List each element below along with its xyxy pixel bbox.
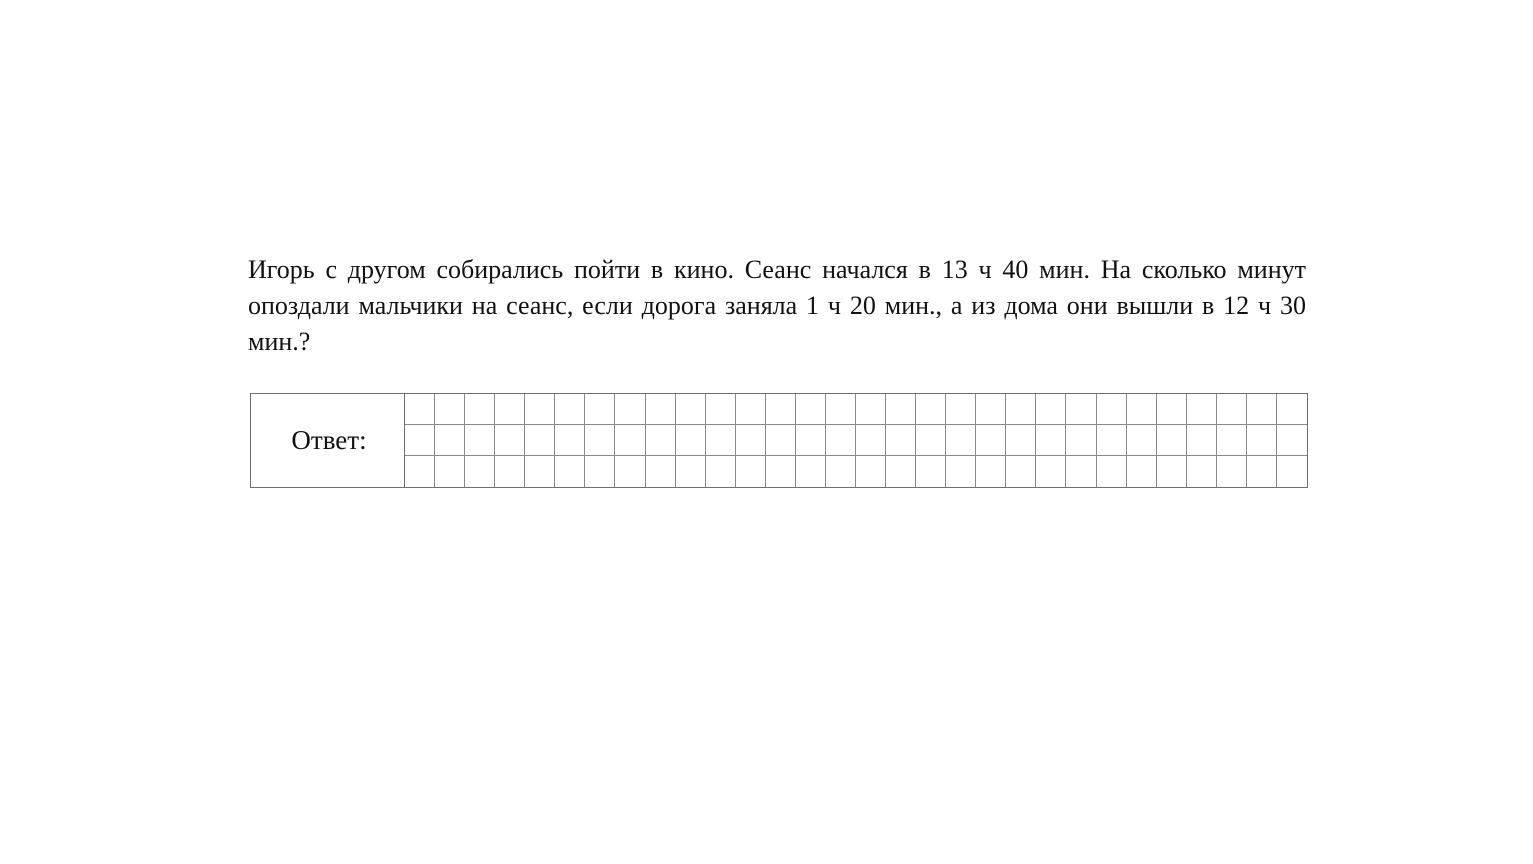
answer-grid-cell[interactable] — [525, 456, 555, 487]
answer-grid-cell[interactable] — [1066, 456, 1096, 487]
answer-grid-cell[interactable] — [916, 425, 946, 456]
answer-grid-cell[interactable] — [766, 456, 796, 487]
answer-grid-cell[interactable] — [1247, 394, 1277, 425]
answer-grid-cell[interactable] — [886, 456, 916, 487]
answer-label-cell — [251, 394, 405, 487]
answer-grid-cell[interactable] — [405, 456, 435, 487]
answer-grid-cell[interactable] — [676, 425, 706, 456]
answer-grid-cell[interactable] — [706, 425, 736, 456]
answer-grid-cell[interactable] — [465, 394, 495, 425]
answer-grid-cell[interactable] — [1217, 394, 1247, 425]
answer-grid-cell[interactable] — [886, 394, 916, 425]
answer-grid-cell[interactable] — [796, 425, 826, 456]
answer-grid-cell[interactable] — [1217, 456, 1247, 487]
answer-grid-cell[interactable] — [826, 394, 856, 425]
answer-label: Ответ: — [291, 425, 367, 455]
answer-grid-cell[interactable] — [525, 425, 555, 456]
answer-grid-cell[interactable] — [1277, 394, 1307, 425]
answer-grid-cell[interactable] — [1187, 425, 1217, 456]
answer-grid-cell[interactable] — [976, 456, 1006, 487]
answer-grid-cell[interactable] — [646, 425, 676, 456]
answer-grid-cell[interactable] — [646, 394, 676, 425]
answer-grid-cell[interactable] — [766, 425, 796, 456]
answer-grid-cell[interactable] — [1157, 425, 1187, 456]
answer-grid-cell[interactable] — [826, 425, 856, 456]
answer-grid-cell[interactable] — [916, 394, 946, 425]
answer-grid-cell[interactable] — [946, 394, 976, 425]
answer-grid-cell[interactable] — [766, 394, 796, 425]
answer-grid-cell[interactable] — [1036, 456, 1066, 487]
answer-grid-cell[interactable] — [495, 456, 525, 487]
answer-grid-cell[interactable] — [676, 394, 706, 425]
answer-grid-cell[interactable] — [1247, 425, 1277, 456]
answer-grid-cell[interactable] — [555, 425, 585, 456]
answer-grid-cell[interactable] — [1097, 456, 1127, 487]
answer-grid-cell[interactable] — [1097, 394, 1127, 425]
answer-grid-cell[interactable] — [826, 456, 856, 487]
answer-grid-cell[interactable] — [706, 394, 736, 425]
answer-grid-cell[interactable] — [435, 394, 465, 425]
answer-grid-cell[interactable] — [946, 456, 976, 487]
answer-grid-cell[interactable] — [1097, 425, 1127, 456]
answer-grid-cell[interactable] — [1066, 425, 1096, 456]
answer-grid-cell[interactable] — [435, 425, 465, 456]
answer-grid-cell[interactable] — [976, 394, 1006, 425]
answer-grid-cell[interactable] — [465, 425, 495, 456]
answer-grid-cell[interactable] — [856, 456, 886, 487]
answer-grid-cell[interactable] — [736, 425, 766, 456]
answer-grid-cell[interactable] — [615, 456, 645, 487]
answer-grid-cell[interactable] — [736, 456, 766, 487]
answer-grid-cell[interactable] — [1127, 425, 1157, 456]
answer-grid[interactable] — [405, 394, 1307, 487]
answer-grid-cell[interactable] — [796, 456, 826, 487]
answer-grid-cell[interactable] — [886, 425, 916, 456]
answer-grid-cell[interactable] — [1066, 394, 1096, 425]
answer-grid-cell[interactable] — [495, 425, 525, 456]
answer-grid-cell[interactable] — [1217, 425, 1247, 456]
answer-grid-cell[interactable] — [555, 456, 585, 487]
answer-grid-cell[interactable] — [1277, 425, 1307, 456]
answer-grid-cell[interactable] — [1036, 425, 1066, 456]
answer-grid-cell[interactable] — [435, 456, 465, 487]
answer-grid-cell[interactable] — [796, 394, 826, 425]
answer-grid-cell[interactable] — [1187, 394, 1217, 425]
answer-grid-cell[interactable] — [525, 394, 555, 425]
answer-grid-cell[interactable] — [495, 394, 525, 425]
answer-grid-cell[interactable] — [676, 456, 706, 487]
answer-grid-cell[interactable] — [555, 394, 585, 425]
answer-grid-cell[interactable] — [615, 394, 645, 425]
answer-box — [250, 393, 1308, 488]
answer-grid-cell[interactable] — [706, 456, 736, 487]
problem-statement — [248, 252, 1306, 360]
answer-grid-cell[interactable] — [646, 456, 676, 487]
answer-grid-cell[interactable] — [405, 394, 435, 425]
answer-grid-cell[interactable] — [1157, 394, 1187, 425]
answer-grid-cell[interactable] — [736, 394, 766, 425]
answer-grid-cell[interactable] — [856, 394, 886, 425]
answer-grid-cell[interactable] — [976, 425, 1006, 456]
answer-grid-cell[interactable] — [856, 425, 886, 456]
answer-grid-cell[interactable] — [946, 425, 976, 456]
answer-grid-cell[interactable] — [916, 456, 946, 487]
answer-grid-cell[interactable] — [1157, 456, 1187, 487]
answer-grid-cell[interactable] — [1187, 456, 1217, 487]
problem-text: Игорь с другом собирались пойти в кино. Сеанс начался в 13 ч 40 мин. На сколько минут опоздали мальчики на сеанс, если дорога заняла 1 ч 20 мин., а из дома они вышли в 12 ч 30 мин.? — [248, 255, 1306, 356]
answer-grid-cell[interactable] — [1036, 394, 1066, 425]
answer-grid-cell[interactable] — [585, 425, 615, 456]
answer-grid-cell[interactable] — [1006, 394, 1036, 425]
answer-grid-cell[interactable] — [465, 456, 495, 487]
answer-grid-cell[interactable] — [585, 456, 615, 487]
answer-grid-cell[interactable] — [615, 425, 645, 456]
answer-grid-cell[interactable] — [1127, 394, 1157, 425]
answer-grid-cell[interactable] — [1247, 456, 1277, 487]
answer-grid-cell[interactable] — [1127, 456, 1157, 487]
answer-grid-cell[interactable] — [1006, 456, 1036, 487]
answer-grid-cell[interactable] — [1006, 425, 1036, 456]
answer-grid-cell[interactable] — [405, 425, 435, 456]
answer-grid-cell[interactable] — [1277, 456, 1307, 487]
answer-grid-cell[interactable] — [585, 394, 615, 425]
